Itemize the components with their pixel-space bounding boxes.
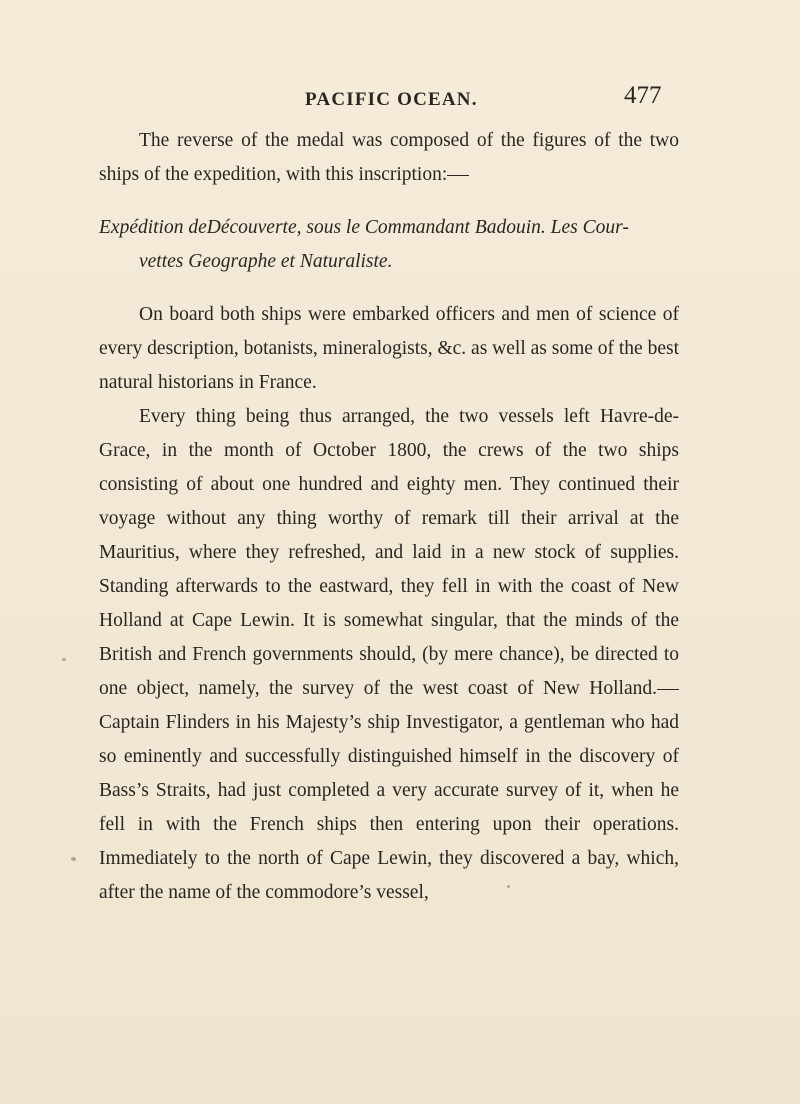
paper-speck bbox=[507, 885, 510, 888]
paragraph-science-text: On board both ships were embarked officers and men of science of every description, botanists, mineralogists, &c. as well as some of the best natural historians in France. bbox=[99, 304, 680, 393]
paragraph-medal bbox=[99, 124, 679, 192]
running-title: PACIFIC OCEAN. bbox=[305, 89, 478, 110]
paragraph-science bbox=[99, 298, 679, 400]
inscription-line-1: Expédition deDécouverte, sous le Commandant Badouin. Les Cour- bbox=[99, 217, 629, 238]
paragraph-voyage bbox=[99, 400, 679, 910]
dash-rule bbox=[447, 175, 469, 176]
paper-speck bbox=[62, 658, 66, 661]
body-text bbox=[99, 124, 679, 910]
paragraph-medal-text: The reverse of the medal was composed of the figures of the two ships of the expedition, with this inscription: bbox=[99, 130, 679, 185]
running-head bbox=[0, 82, 800, 116]
inscription-line-2: vettes Geographe et Naturaliste. bbox=[139, 251, 393, 272]
dash-rule bbox=[657, 689, 679, 690]
paragraph-flinders-text: Captain Flinders in his Majesty’s ship Investigator, a gentleman who had so eminently and successfully distinguished himself in the discovery of Bass’s Straits, had just completed a very accurate survey of it, when he fell in with the French ships then entering upon their operations. Immediately to the north of Cape Lewin, they discovered a bay, which, after the name of the commodore’s vessel, bbox=[99, 712, 679, 903]
inscription bbox=[99, 211, 679, 279]
page-number: 477 bbox=[624, 82, 662, 109]
paper-speck bbox=[71, 857, 76, 861]
paragraph-voyage-text: Every thing being thus arranged, the two vessels left Havre-de-Grace, in the month of October 1800, the crews of the two ships consisting of about one hundred and eighty men. They continued their voyage without any thing worthy of remark till their arrival at the Mauritius, where they refreshed, and laid in a new stock of supplies. Standing afterwards to the eastward, they fell in with the coast of New Holland at Cape Lewin. It is somewhat singular, that the minds of the British and French governments should, (by mere chance), be directed to one object, namely, the survey of the west coast of New Holland. bbox=[99, 406, 679, 699]
